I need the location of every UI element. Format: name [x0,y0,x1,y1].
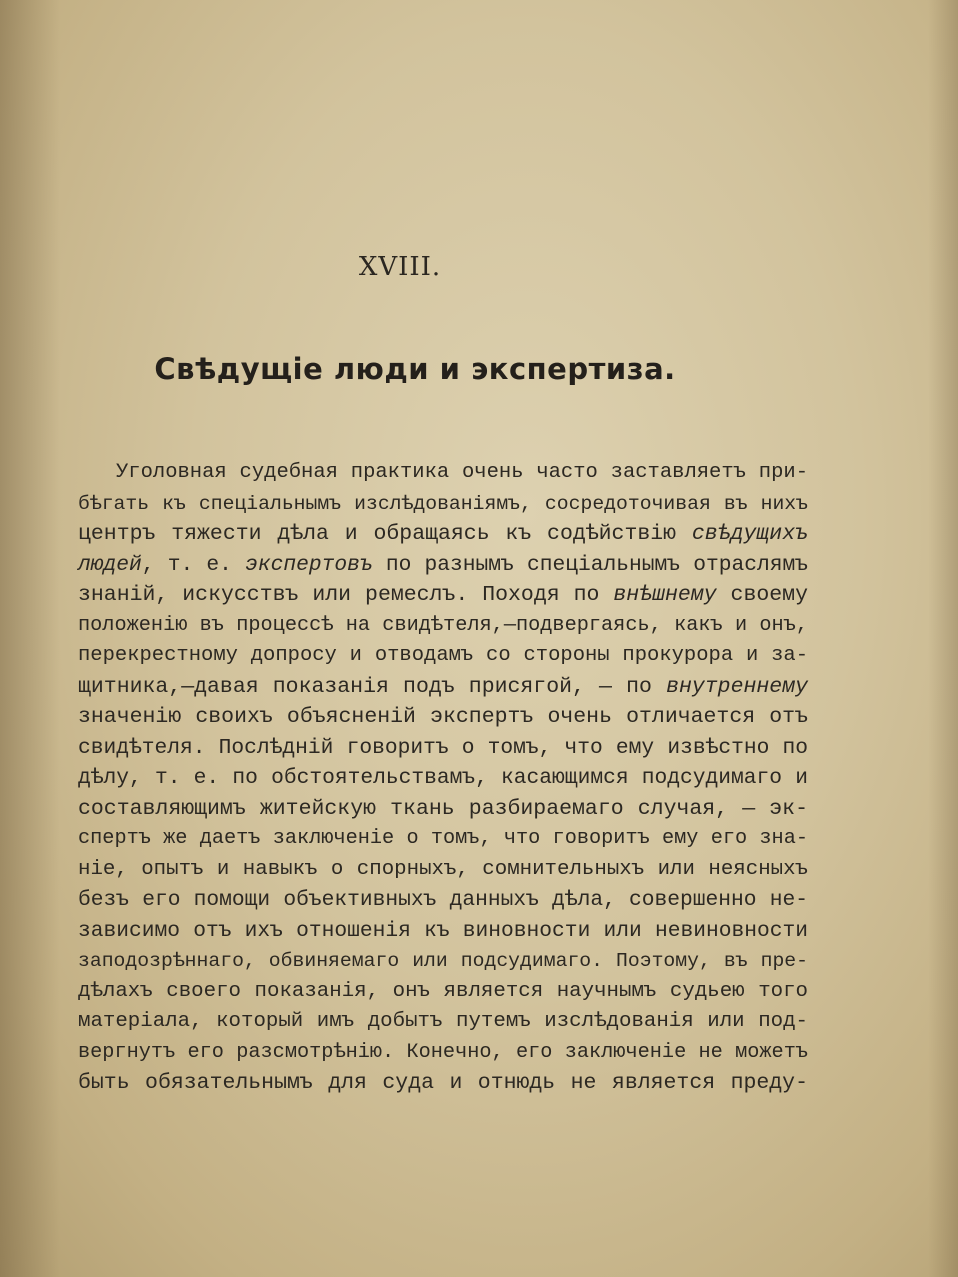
chapter-number: XVIII. [358,252,442,282]
chapter-title: Свѣдущіе люди и экспертиза. [154,352,676,386]
text-run: значенію своихъ объясненій экспертъ очень отличается отъ [78,705,808,729]
italic-term: внутреннему [666,674,808,699]
text-line [78,519,808,550]
text-run: бѣгать къ спеціальнымъ изслѣдованіямъ, сосредоточивая въ нихъ [78,492,808,515]
text-line [78,1068,808,1099]
italic-term: внѣшнему [613,583,717,607]
text-line [78,550,808,581]
text-run: знаній, искусствъ или ремеслъ. Походя по [78,583,614,607]
text-run: составляющимъ житейскую ткань разбираемаго случая, — эк- [78,796,808,821]
text-run: положенію въ процессѣ на свидѣтеля,—подвергаясь, какъ и онъ, [78,613,808,637]
text-line [78,641,808,672]
text-run: безъ его помощи объективныхъ данныхъ дѣла, совершенно не- [78,888,808,912]
text-line [78,702,808,733]
text-run: матеріала, который имъ добытъ путемъ изслѣдованія или под- [78,1010,808,1033]
italic-term: свѣдущихъ [691,522,808,546]
text-line [78,824,808,855]
text-run: ніе, опытъ и навыкъ о спорныхъ, сомнительныхъ или неясныхъ [78,857,808,881]
text-line [78,916,808,947]
text-run: быть обязательнымъ для суда и отнюдь не является преду- [78,1071,808,1095]
text-line [78,1038,808,1069]
italic-term: людей [78,552,142,577]
text-line [78,489,808,520]
text-line [78,946,808,977]
text-line [78,672,808,703]
text-line [78,885,808,916]
text-run: щитника,—давая показанія подъ присягой, — по [78,674,667,699]
text-run: своему [716,583,808,607]
text-run: перекрестному допросу и отводамъ со стороны прокурора и за- [78,644,808,667]
text-line [78,855,808,886]
text-run: дѣлу, т. е. по обстоятельствамъ, касающимся подсудимаго и [78,766,808,790]
text-run: дѣлахъ своего показанія, онъ является научнымъ судьею того [78,979,808,1003]
paragraph [78,458,808,1099]
text-line [78,580,808,611]
text-run: центръ тяжести дѣла и обращаясь къ содѣйствію [78,522,692,546]
text-run: Уголовная судебная практика очень часто заставляетъ при- [116,461,808,484]
text-run: зависимо отъ ихъ отношенія къ виновности или невиновности [78,918,808,943]
text-run: заподозрѣннаго, обвиняемаго или подсудимаго. Поэтому, въ пре- [78,950,808,972]
text-run: спертъ же даетъ заключеніе о томъ, что говоритъ ему его зна- [78,827,808,850]
italic-term: экспертовъ [245,552,373,577]
text-run: свидѣтеля. Послѣдній говоритъ о томъ, что ему извѣстно по [78,735,808,760]
text-line [78,733,808,764]
text-line [78,977,808,1008]
text-line [78,794,808,825]
text-run: по разнымъ спеціальнымъ отраслямъ [372,552,808,577]
text-run: , т. е. [141,552,246,577]
text-line [78,611,808,642]
text-line [78,763,808,794]
text-run: вергнутъ его разсмотрѣнію. Конечно, его заключеніе не можетъ [78,1040,808,1064]
text-line [78,458,808,489]
text-line [78,1007,808,1038]
